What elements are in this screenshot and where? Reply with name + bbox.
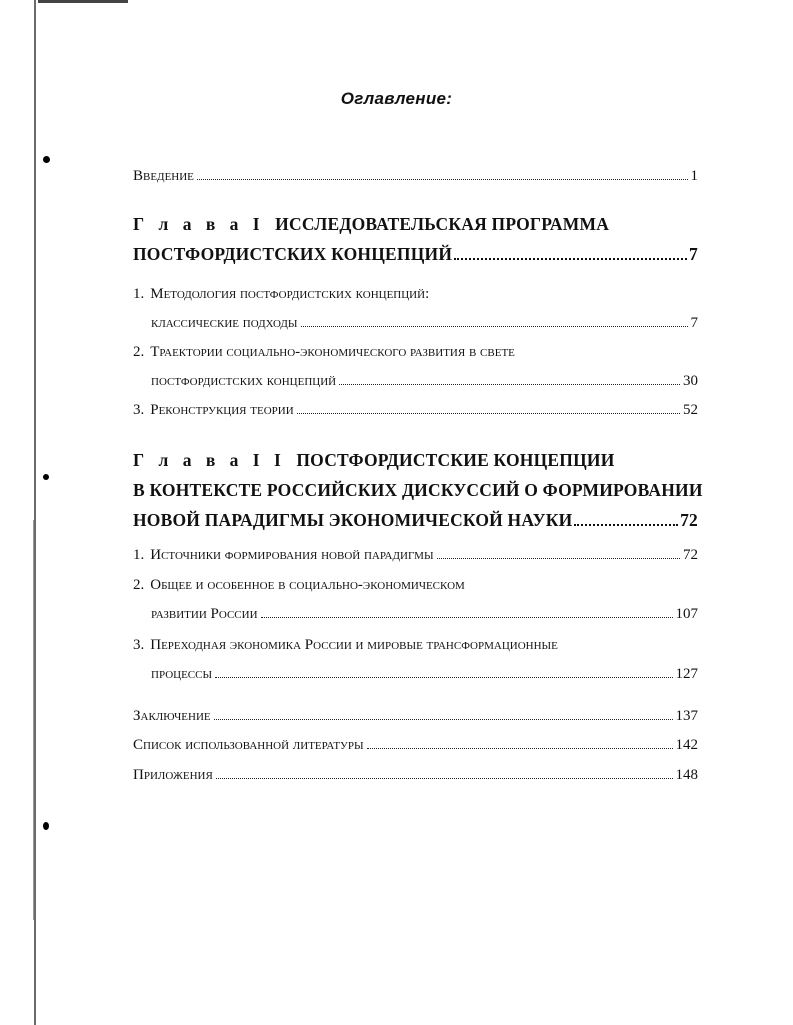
chapter-1-title-line1: ИССЛЕДОВАТЕЛЬСКАЯ ПРОГРАММА	[275, 214, 610, 234]
toc-entry-label: Введение	[133, 168, 194, 184]
chapter-2-title-line3: НОВОЙ ПАРАДИГМЫ ЭКОНОМИЧЕСКОЙ НАУКИ	[133, 510, 573, 530]
toc-section-1-1[interactable]	[133, 284, 698, 304]
page-number: 7	[689, 244, 698, 264]
scan-edge-left-shadow	[33, 520, 34, 920]
toc-section-2-3-cont[interactable]	[133, 664, 698, 684]
section-number: 2.	[133, 344, 145, 360]
section-title: Общее и особенное в социально-экономическом	[150, 577, 465, 593]
toc-section-2-2[interactable]	[133, 575, 698, 595]
section-title-cont: процессы	[151, 666, 213, 682]
dot-leader	[367, 748, 673, 749]
chapter-1-heading-line2[interactable]	[133, 243, 698, 265]
punch-mark	[43, 474, 49, 480]
dot-leader	[216, 778, 673, 779]
page-number: 7	[690, 315, 698, 331]
section-title: Траектории социально-экономического развития в свете	[150, 344, 515, 360]
dot-leader	[301, 326, 688, 327]
chapter-2-heading-line3[interactable]	[133, 509, 698, 531]
dot-leader	[454, 258, 687, 260]
section-title: Переходная экономика России и мировые трансформационные	[150, 637, 558, 653]
page-number: 107	[675, 606, 698, 622]
toc-entry-references[interactable]	[133, 735, 698, 755]
dot-leader	[214, 719, 673, 720]
toc-section-1-2[interactable]	[133, 342, 698, 362]
section-title: Источники формирования новой парадигмы	[150, 547, 434, 563]
toc-section-1-1-cont[interactable]	[133, 313, 698, 333]
chapter-2-prefix: Г л а в а I I	[133, 450, 286, 470]
page-number: 148	[675, 767, 698, 783]
dot-leader	[297, 413, 680, 414]
toc-entry-intro[interactable]	[133, 166, 698, 186]
dot-leader	[339, 384, 680, 385]
page-number: 142	[675, 737, 698, 753]
toc-entry-conclusion[interactable]	[133, 706, 698, 726]
section-number: 3.	[133, 402, 145, 418]
dot-leader	[197, 179, 688, 180]
section-title-cont: постфордистских концепций	[151, 373, 337, 389]
page-number: 72	[683, 547, 698, 563]
section-title: Реконструкция теории	[150, 402, 294, 418]
dot-leader	[215, 677, 672, 678]
section-number: 2.	[133, 577, 145, 593]
chapter-1-heading[interactable]	[133, 213, 698, 235]
chapter-2-heading[interactable]	[133, 449, 698, 471]
page-number: 52	[683, 402, 698, 418]
page-number: 30	[683, 373, 698, 389]
page-number: 1	[690, 168, 698, 184]
page-number: 127	[675, 666, 698, 682]
section-title-cont: развитии России	[151, 606, 258, 622]
toc-section-1-2-cont[interactable]	[133, 371, 698, 391]
section-number: 1.	[133, 547, 145, 563]
chapter-1-title-line2: ПОСТФОРДИСТСКИХ КОНЦЕПЦИЙ	[133, 244, 453, 264]
toc-entry-label: Заключение	[133, 708, 211, 724]
chapter-2-title-line2: В КОНТЕКСТЕ РОССИЙСКИХ ДИСКУССИЙ О ФОРМИРОВАНИИ	[133, 480, 703, 500]
punch-mark	[43, 822, 49, 830]
toc-entry-label: Список использованной литературы	[133, 737, 364, 753]
page-number: 137	[675, 708, 698, 724]
section-number: 3.	[133, 637, 145, 653]
toc-entry-label: Приложения	[133, 767, 213, 783]
toc-entry-appendices[interactable]	[133, 765, 698, 785]
chapter-2-title-line1: ПОСТФОРДИСТСКИЕ КОНЦЕПЦИИ	[296, 450, 615, 470]
page-number: 72	[680, 510, 698, 530]
page-title: Оглавление:	[340, 89, 453, 108]
dot-leader	[261, 617, 673, 618]
scan-edge-top	[38, 0, 128, 3]
toc-section-1-3[interactable]	[133, 400, 698, 420]
section-title-cont: классические подходы	[151, 315, 298, 331]
chapter-2-heading-line2[interactable]	[133, 479, 703, 501]
dot-leader	[437, 558, 680, 559]
toc-section-2-3[interactable]	[133, 635, 698, 655]
dot-leader	[574, 524, 678, 526]
scan-edge-left	[34, 0, 36, 1025]
chapter-1-prefix: Г л а в а I	[133, 214, 265, 234]
toc-section-2-2-cont[interactable]	[133, 604, 698, 624]
punch-mark	[43, 156, 50, 163]
section-number: 1.	[133, 286, 145, 302]
section-title: Методология постфордистских концепций:	[150, 286, 430, 302]
toc-section-2-1[interactable]	[133, 545, 698, 565]
